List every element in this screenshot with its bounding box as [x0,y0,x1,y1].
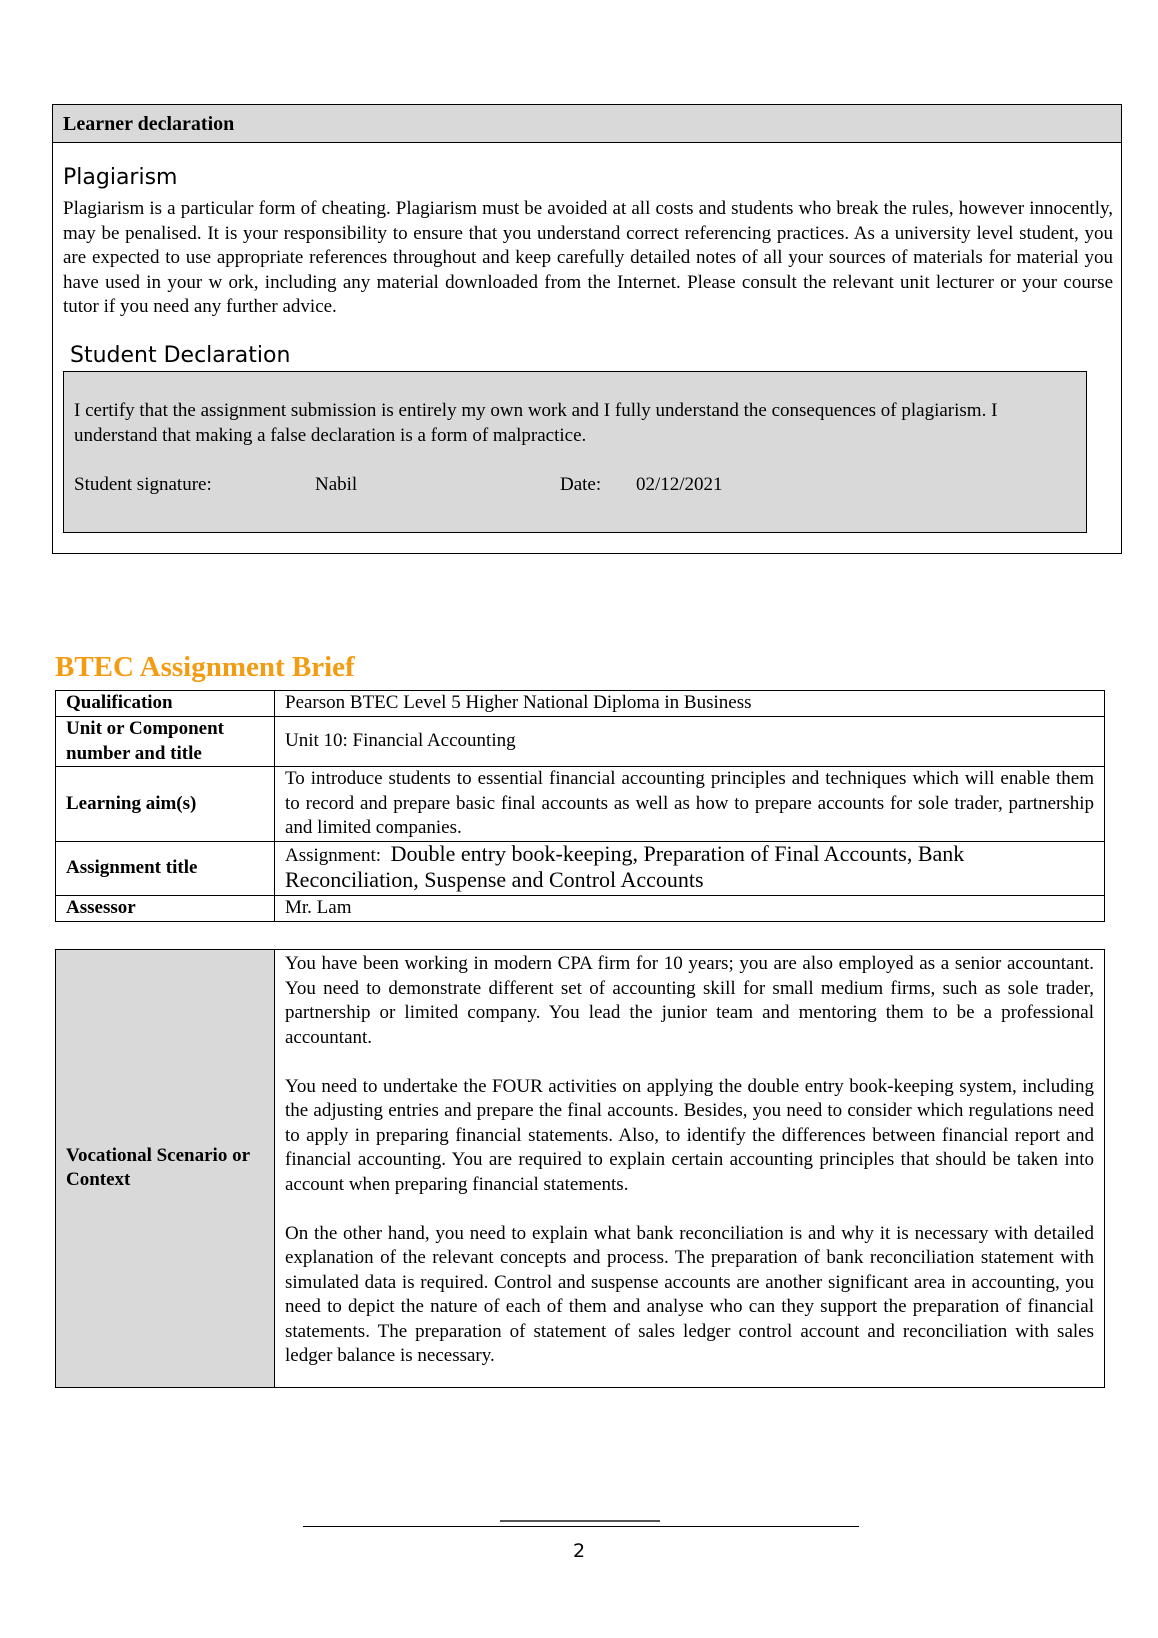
learning-aim-value: To introduce students to essential financial accounting principles and techniques which will enable them to record and prepare basic final accounts as well as how to prepare accounts for sole trader, partnership and limited companies. [275,767,1105,842]
learner-declaration-box [52,104,1122,554]
date-label: Date: [560,474,602,495]
assignment-name: Double entry book-keeping, Preparation of Final Accounts, Bank Reconciliation, Suspense and Control Accounts [285,840,965,892]
table-row [56,691,1105,717]
unit-label: Unit or Component number and title [56,717,275,767]
plagiarism-text: Plagiarism is a particular form of cheating. Plagiarism must be avoided at all costs and students who break the rules, however innocently, may be penalised. It is your responsibility to ensure that you understand correct referencing practices. As a university level student, you are expected to use appropriate references throughout and keep carefully detailed notes of all your sources of materials for material you have used in your w ork, including any material downloaded from the Internet. Please consult the relevant unit lecturer or your course tutor if you need any further advice. [63,198,1113,317]
learner-declaration-header: Learner declaration [53,105,1121,143]
assessor-value: Mr. Lam [275,895,1105,921]
table-row [56,950,1105,1388]
certify-text: I certify that the assignment submission is entirely my own work and I fully understand the consequences of plagiarism. I understand that making a false declaration is a form of malpractice. [74,400,998,446]
scenario-paragraph: You need to undertake the FOUR activities on applying the double entry book-keeping system, including the adjusting entries and prepare the final accounts. Besides, you need to consider which regulations need to apply in preparing financial statements. Also, to identify the differences between financial report and financial accounting. You are required to explain certain accounting principles that should be taken into account when preparing financial statements. [285,1075,1094,1195]
date-value: 02/12/2021 [636,474,723,495]
learning-aim-label: Learning aim(s) [56,767,275,842]
assessor-label: Assessor [56,895,275,921]
assignment-title-label: Assignment title [56,841,275,895]
table-row [56,841,1105,895]
scenario-paragraph: You have been working in modern CPA firm for 10 years; you are also employed as a senior accountant. You need to demonstrate different set of accounting skill for small medium firms, such as sole trader, partnership or limited company. You lead the junior team and mentoring them to be a professional accountant. [285,953,1094,1048]
footer-divider-accent [500,1520,660,1522]
plagiarism-heading: Plagiarism [63,165,178,190]
assignment-brief-table [55,690,1105,922]
signature-label: Student signature: [74,474,212,495]
assignment-prefix: Assignment: [285,844,382,866]
footer-divider [303,1526,859,1527]
brief-title: BTEC Assignment Brief [55,651,355,683]
scenario-table [55,949,1105,1388]
student-declaration-box [63,371,1087,533]
qualification-label: Qualification [56,691,275,717]
scenario-paragraph: On the other hand, you need to explain what bank reconciliation is and why it is necessary with detailed explanation of the relevant concepts and process. The preparation of bank reconciliation statement with simulated data is required. Control and suspense accounts are another significant area in accounting, you need to depict the nature of each of them and analyse who can they support the preparation of financial statements. The preparation of statement of sales ledger control account and reconciliation with sales ledger balance is necessary. [285,1222,1094,1366]
assignment-title-value [275,841,1105,895]
table-row [56,895,1105,921]
page-number: 2 [572,1540,586,1562]
student-declaration-heading: Student Declaration [70,343,291,368]
qualification-value: Pearson BTEC Level 5 Higher National Diploma in Business [275,691,1105,717]
scenario-label: Vocational Scenario or Context [56,950,275,1388]
scenario-value [275,950,1105,1388]
signature-value: Nabil [315,474,358,495]
table-row [56,717,1105,767]
table-row [56,767,1105,842]
unit-value: Unit 10: Financial Accounting [275,717,1105,767]
